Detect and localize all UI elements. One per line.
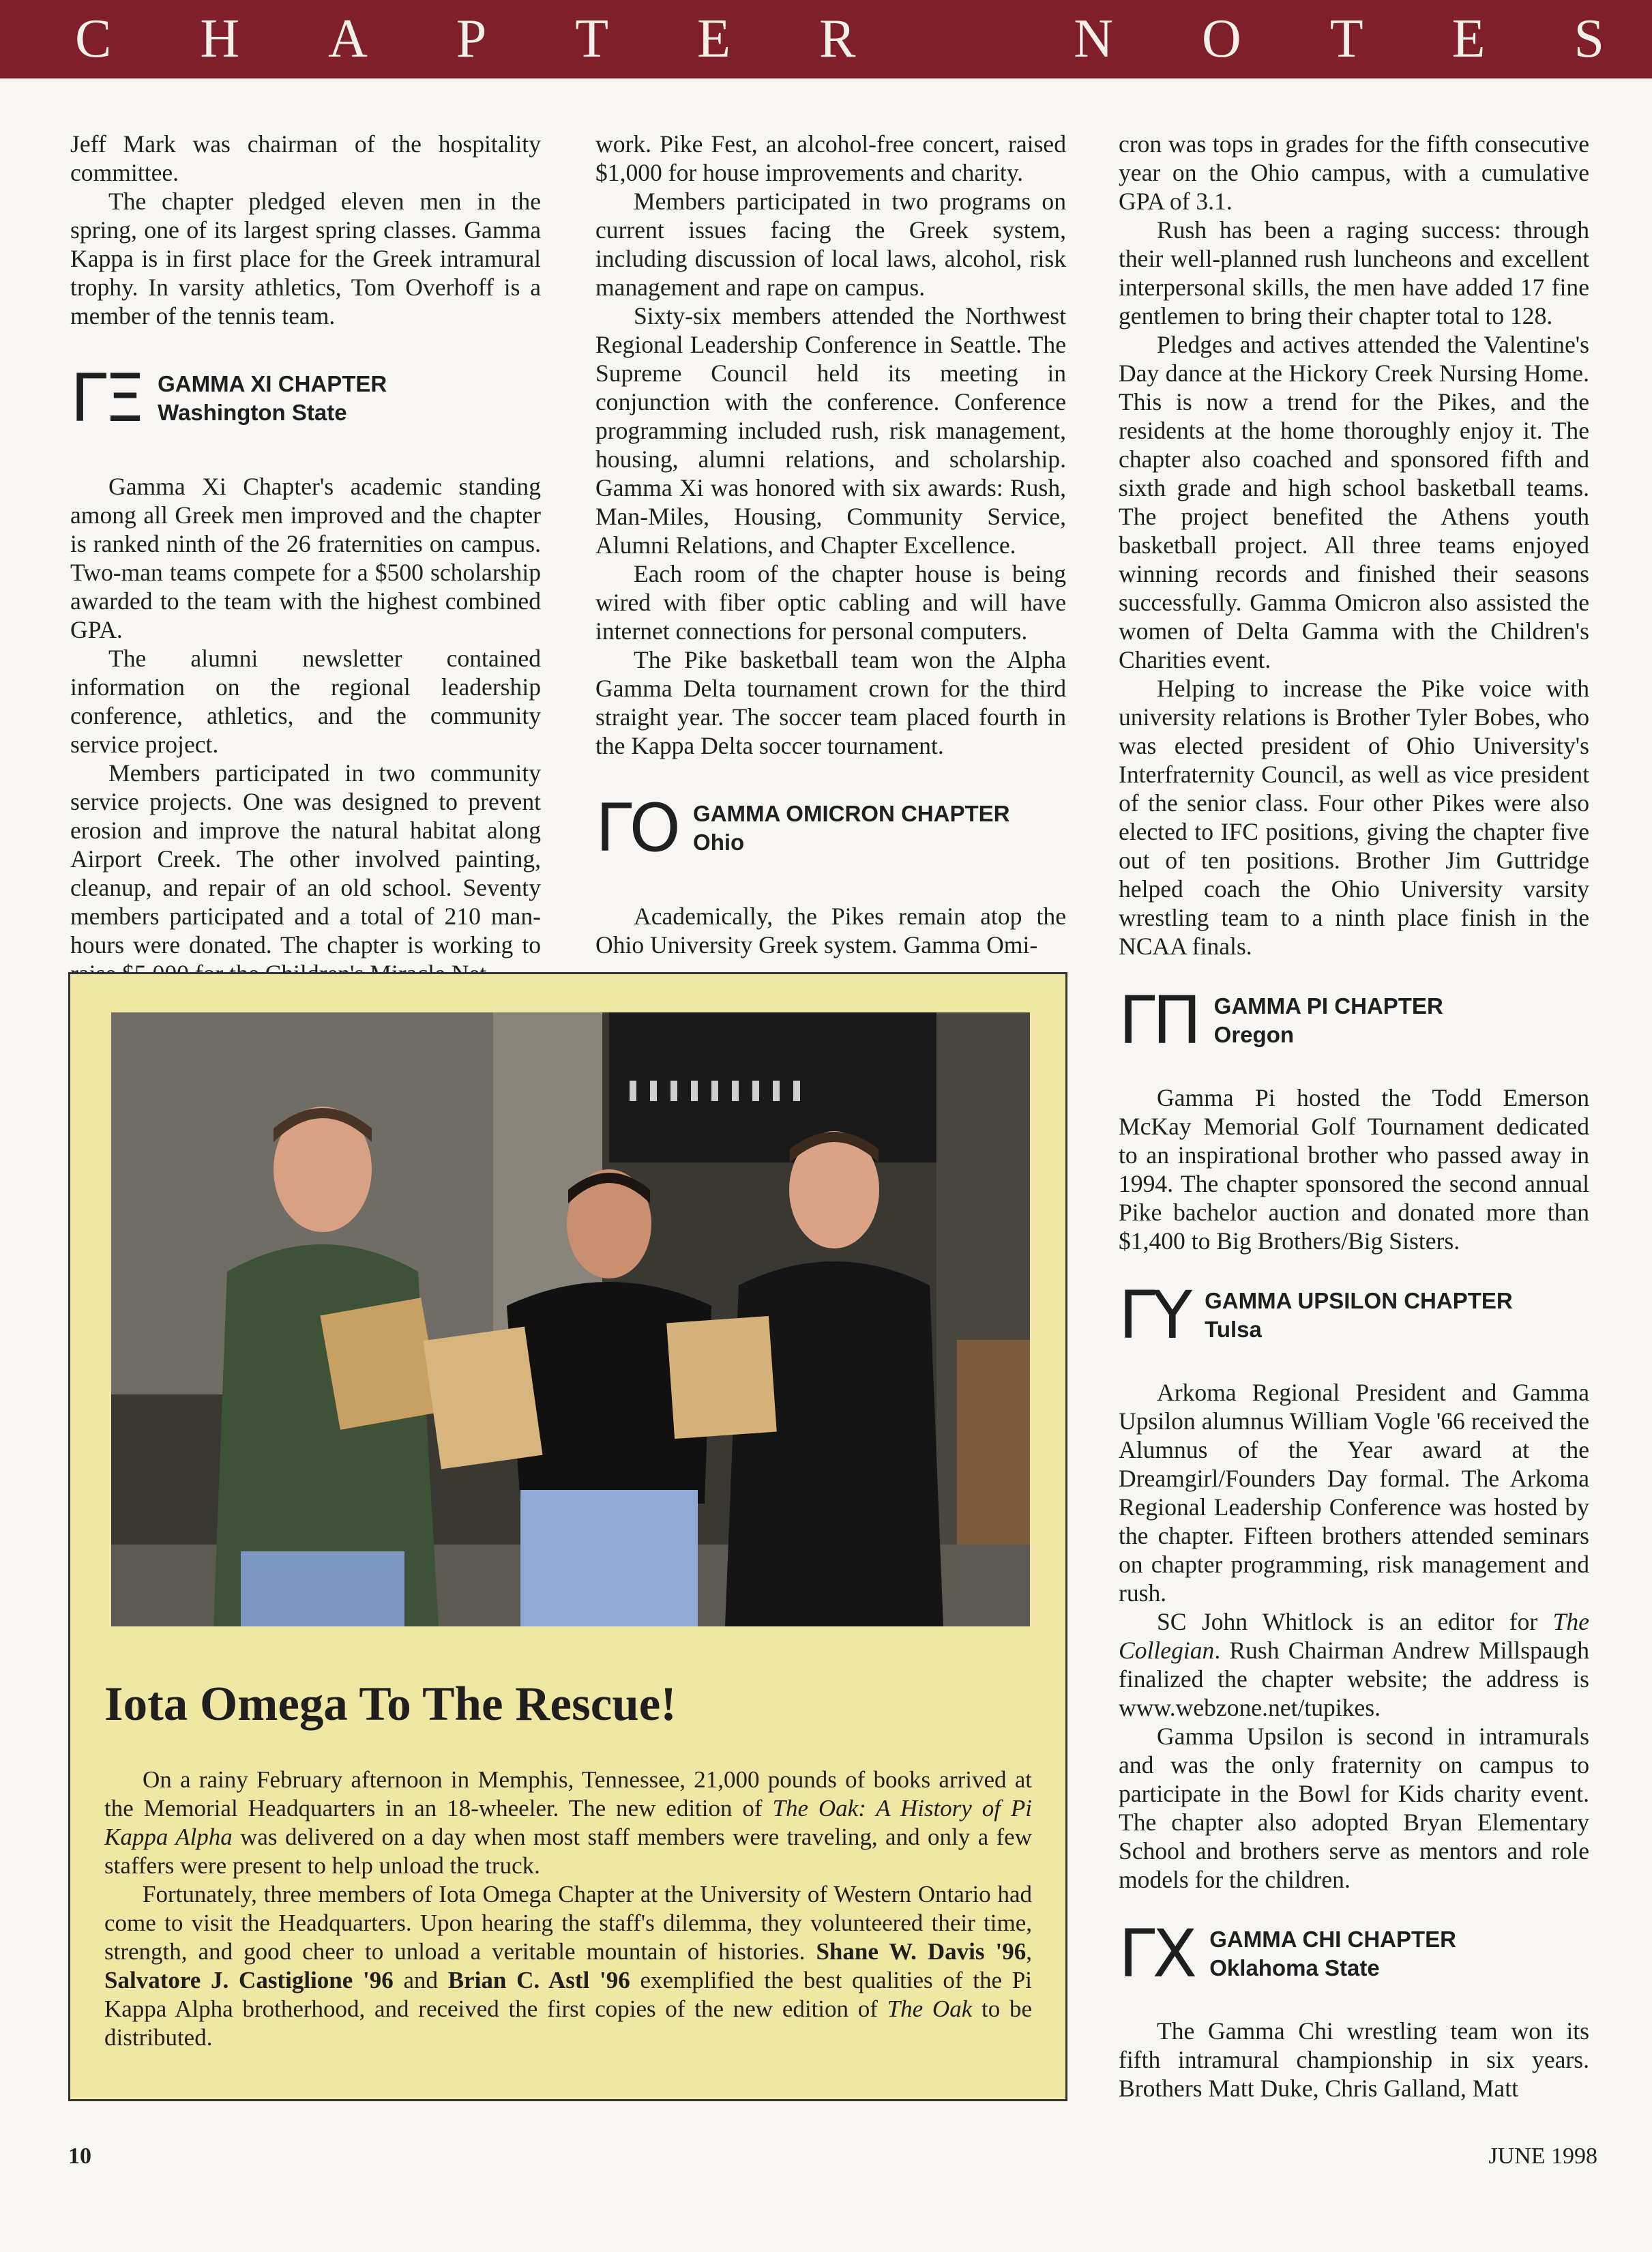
chapter-title: GAMMA UPSILON CHAPTER [1205, 1288, 1513, 1313]
section-header-gamma-upsilon [1119, 1277, 1589, 1354]
paragraph: The chapter pledged eleven men in the spring, one of its largest spring classes. Gamma Kappa is in first place for the Greek intramural trophy. In varsity athletics, Tom Overhoff is a member of the tennis team. [70, 188, 541, 330]
chapter-title: GAMMA CHI CHAPTER [1209, 1927, 1457, 1952]
chapter-title: GAMMA OMICRON CHAPTER [693, 801, 1010, 826]
paragraph: Helping to increase the Pike voice with university relations is Brother Tyler Bobes, who was elected president of Ohio University's Interfraternity Council, as well as vice president of the senior class. Four other Pikes were also elected to IFC positions, giving the chapter five out of ten positions. Brother Jim Guttridge helped coach the Ohio University varsity wrestling team to a ninth place finish in the NCAA finals. [1119, 675, 1589, 960]
paragraph: Gamma Pi hosted the Todd Emerson McKay Memorial Golf Tournament dedicated to an inspirational brother who passed away in 1994. The chapter sponsored the second annual Pike bachelor auction and donated more than $1,400 to Big Brothers/Big Sisters. [1119, 1084, 1589, 1255]
paragraph: Rush has been a raging success: through their well-planned rush luncheons and excellent interpersonal skills, the men have added 17 fine gentlemen to bring their chapter total to 128. [1119, 216, 1589, 330]
page-number: 10 [68, 2144, 91, 2169]
banner-letter: T [575, 9, 609, 69]
chapter-notes-banner [0, 0, 1652, 78]
chapter-school: Oklahoma State [1209, 1955, 1380, 1980]
section-header-gamma-omicron [595, 790, 1066, 866]
greek-letters-gamma-xi: ΓΞ [70, 360, 143, 437]
column-2 [595, 130, 1066, 959]
paragraph: Members participated in two programs on current issues facing the Greek system, including discussion of local laws, alcohol, risk management and rape on campus. [595, 188, 1066, 301]
chapter-title: GAMMA XI CHAPTER [158, 371, 387, 396]
banner-letter: C [75, 9, 112, 69]
section-header-gamma-xi [70, 360, 541, 437]
issue-date: JUNE 1998 [1488, 2144, 1597, 2169]
column-1 [70, 130, 541, 988]
banner-letter: H [200, 9, 240, 69]
chapter-school: Washington State [158, 400, 347, 425]
banner-letter: S [1574, 9, 1604, 69]
paragraph: The alumni newsletter contained information on the regional leadership conference, athletics, and the community service project. [70, 645, 541, 758]
column-3 [1119, 130, 1589, 2103]
chapter-school: Ohio [693, 830, 745, 855]
paragraph: On a rainy February afternoon in Memphis, Tennessee, 21,000 pounds of books arrived at the Memorial Headquarters in an 18-wheeler. The new edition of The Oak: A History of Pi Kappa Alpha was delivered on a day when most staff members were traveling, and only a few staffers were present to help unload the truck. [104, 1766, 1032, 1879]
photo-illustration [111, 1012, 1030, 1626]
banner-letter: O [1202, 9, 1241, 69]
banner-letter: T [1329, 9, 1363, 69]
paragraph: work. Pike Fest, an alcohol-free concert, raised $1,000 for house improvements and charity. [595, 130, 1066, 186]
banner-letter: E [697, 9, 731, 69]
banner-letter: P [456, 9, 487, 69]
paragraph: Gamma Xi Chapter's academic standing among all Greek men improved and the chapter is ranked ninth of the 26 fraternities on campus. Two-man teams compete for a $500 scholarship awarded to the team with the highest combined GPA. [70, 473, 541, 643]
paragraph: Pledges and actives attended the Valentine's Day dance at the Hickory Creek Nursing Home. This is now a trend for the Pikes, and the residents at the home thoroughly enjoy it. The chapter also coached and sponsored fifth and sixth grade and high school basketball teams. The project benefited the Athens youth basketball project. All three teams enjoyed winning records and finished their seasons successfully. Gamma Omicron also assisted the women of Delta Gamma with the Children's Charities event. [1119, 331, 1589, 673]
chapter-school: Tulsa [1205, 1317, 1262, 1342]
paragraph: Fortunately, three members of Iota Omega Chapter at the University of Western Ontario had come to visit the Headquarters. Upon hearing the staff's dilemma, they volunteered their time, strength, and good cheer to unload a veritable mountain of histories. Shane W. Davis '96, Salvatore J. Castiglione '96 and Brian C. Astl '96 exemplified the best qualities of the Pi Kappa Alpha brotherhood, and received the first copies of the new edition of The Oak to be distributed. [104, 1881, 1032, 2051]
paragraph: Jeff Mark was chairman of the hospitality committee. [70, 130, 541, 186]
banner-letter: A [328, 9, 368, 69]
paragraph: Members participated in two community service projects. One was designed to prevent erosion and improve the natural habitat along Airport Creek. The other involved painting, cleanup, and repair of an old school. Seventy members participated and a total of 210 man-hours were donated. The chapter is working to [70, 759, 541, 959]
greek-letters-gamma-pi: ΓΠ [1119, 982, 1199, 1059]
banner-letter: E [1451, 9, 1486, 69]
paragraph: Gamma Upsilon is second in intramurals and was the only fraternity on campus to participate in the Bowl for Kids charity event. The chapter also adopted Bryan Elementary School and brothers serve as mentors and role models for the children. [1119, 1723, 1589, 1893]
paragraph: cron was tops in grades for the fifth consecutive year on the Ohio campus, with a cumulative GPA of 3.1. [1119, 130, 1589, 215]
three-members-photo [111, 1012, 1030, 1626]
iota-omega-sidebar [68, 972, 1067, 2101]
paragraph: The Gamma Chi wrestling team won its fifth intramural championship in six years. Brothers Matt Duke, Chris Galland, Matt [1119, 2017, 1589, 2102]
greek-letters-gamma-omicron: ΓΟ [595, 790, 679, 866]
section-header-gamma-pi [1119, 982, 1589, 1059]
paragraph: Arkoma Regional President and Gamma Upsilon alumnus William Vogle '66 received the Alumnus of the Year award at the Dreamgirl/Founders Day formal. The Arkoma Regional Leadership Conference was hosted by the chapter. Fifteen brothers attended seminars on chapter programming, risk management and rush. [1119, 1379, 1589, 1607]
paragraph: Each room of the chapter house is being wired with fiber optic cabling and will have internet connections for personal computers. [595, 560, 1066, 645]
banner-letter: R [818, 9, 856, 69]
paragraph: Sixty-six members attended the Northwest Regional Leadership Conference in Seattle. The Supreme Council held its meeting in conjunction with the conference. Conference programming included rush, risk management, housing, alumni relations, and scholarship. Gamma Xi was honored with six awards: Rush, Man-Miles, Housing, Community Service, Alumni Relations, and Chapter Excellence. [595, 302, 1066, 559]
banner-letter: N [1074, 9, 1114, 69]
paragraph: Academically, the Pikes remain atop the Ohio University Greek system. Gamma Omi- [595, 903, 1066, 959]
greek-letters-gamma-upsilon: ΓΥ [1119, 1277, 1190, 1354]
chapter-title: GAMMA PI CHAPTER [1213, 993, 1443, 1019]
sidebar-headline: Iota Omega To The Rescue! [104, 1678, 677, 1731]
paragraph: The Pike basketball team won the Alpha Gamma Delta tournament crown for the third straight year. The soccer team placed fourth in the Kappa Delta soccer tournament. [595, 646, 1066, 759]
paragraph: SC John Whitlock is an editor for The Collegian. Rush Chairman Andrew Millspaugh finalized the chapter website; the address is www.webzone.net/tupikes. [1119, 1608, 1589, 1721]
greek-letters-gamma-chi: ΓΧ [1119, 1916, 1195, 1992]
section-header-gamma-chi [1119, 1916, 1589, 1992]
chapter-school: Oregon [1213, 1022, 1295, 1047]
